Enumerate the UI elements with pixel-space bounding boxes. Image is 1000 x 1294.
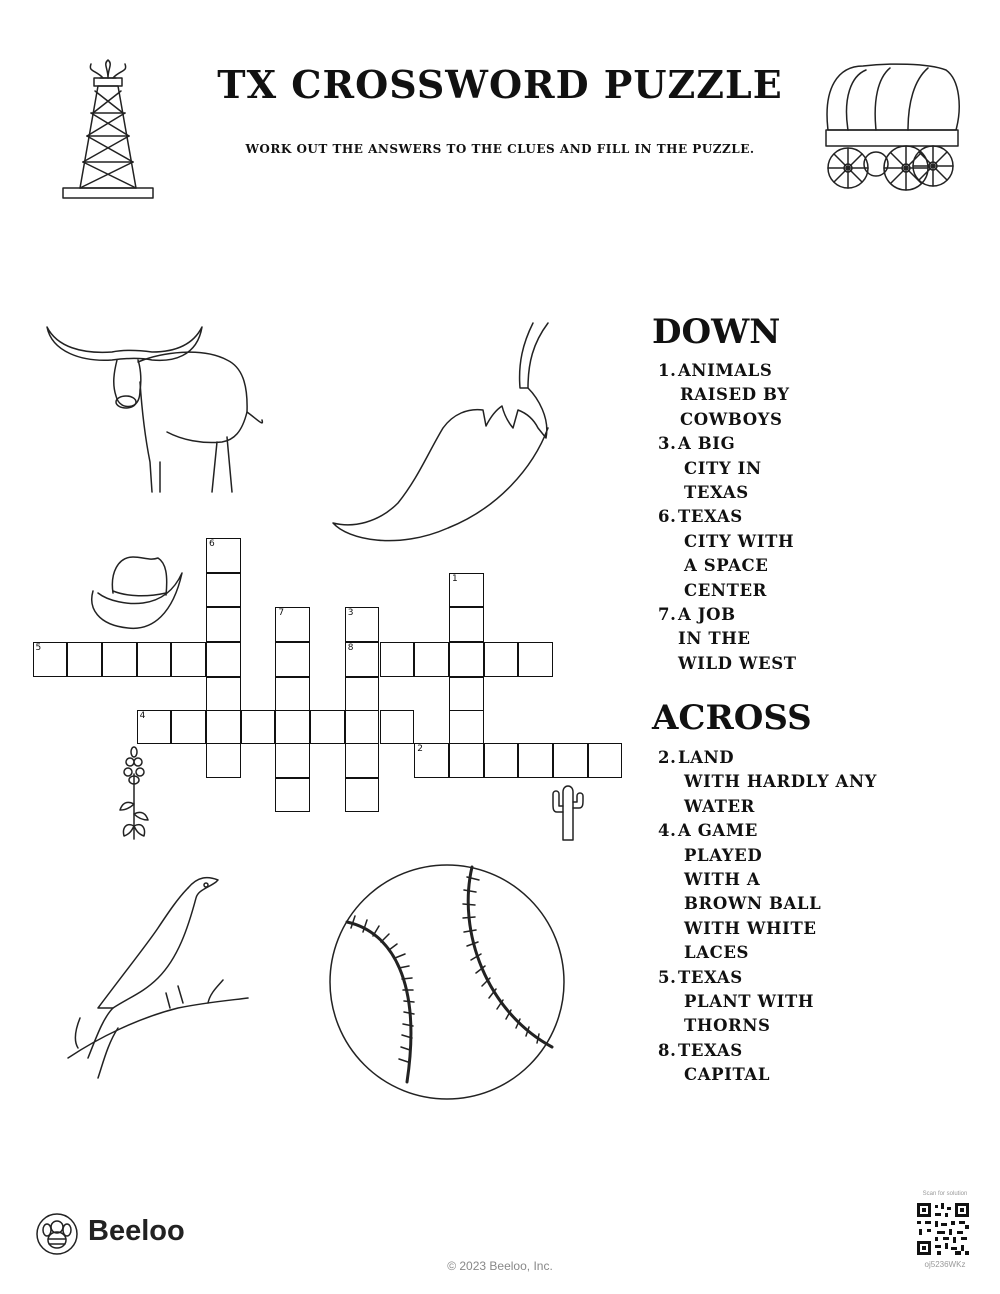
clue-text: THORNS: [684, 1016, 771, 1036]
down-heading: DOWN: [652, 312, 781, 352]
grid-cell[interactable]: [206, 607, 241, 642]
grid-cell[interactable]: [345, 607, 380, 642]
qr-code-id: oj5236WKz: [924, 1260, 966, 1269]
clue-number: 5: [35, 643, 42, 654]
grid-cell[interactable]: [345, 642, 380, 677]
cactus-icon: [550, 782, 588, 842]
grid-cell[interactable]: [206, 573, 241, 608]
copyright: © 2023 Beeloo, Inc.: [447, 1259, 553, 1273]
clue-text: A GAME: [678, 821, 758, 841]
grid-cell[interactable]: [206, 710, 241, 745]
clue-text: WILD WEST: [678, 653, 797, 673]
grid-cell[interactable]: [102, 642, 137, 677]
clue-text: A BIG: [678, 434, 736, 454]
grid-cell[interactable]: [137, 710, 172, 745]
clue-text: A SPACE: [684, 556, 769, 576]
clue-text: COWBOYS: [680, 409, 783, 429]
clue-number: 6: [209, 539, 215, 549]
grid-cell[interactable]: [206, 677, 241, 712]
clue-number: 7: [278, 608, 285, 619]
clue-number: 3.: [658, 434, 677, 454]
instructions: WORK OUT THE ANSWERS TO THE CLUES AND FILL IN THE PUZZLE.: [245, 142, 755, 156]
grid-cell[interactable]: [518, 642, 553, 677]
grid-cell[interactable]: [67, 642, 102, 677]
grid-cell[interactable]: [345, 743, 380, 778]
clue-text: CITY IN: [684, 458, 762, 478]
clue-number: 8.: [658, 1040, 677, 1060]
clue-number: 6.: [658, 507, 677, 527]
clue-item: [658, 819, 978, 965]
cowboy-hat-icon: [88, 553, 184, 633]
grid-cell[interactable]: [414, 743, 449, 778]
across-clues: [658, 746, 978, 1088]
bee-logo-icon: [35, 1212, 79, 1256]
grid-cell[interactable]: [275, 778, 310, 813]
grid-cell[interactable]: [206, 538, 241, 573]
chili-pepper-icon: [328, 318, 550, 550]
clue-number: 1.: [658, 361, 677, 380]
grid-cell[interactable]: [241, 710, 276, 745]
covered-wagon-icon: [818, 58, 964, 198]
page-title: TX CROSSWORD PUZZLE: [217, 62, 783, 107]
grid-cell[interactable]: [275, 743, 310, 778]
longhorn-cow-icon: [42, 322, 267, 497]
grid-cell[interactable]: [275, 642, 310, 677]
clue-text: PLANT WITH: [684, 992, 815, 1012]
clue-number: 2.: [658, 748, 677, 767]
clue-text: TEXAS: [678, 967, 743, 987]
grid-cell[interactable]: [518, 743, 553, 778]
clue-text: ANIMALS: [678, 361, 773, 380]
clue-item: [658, 432, 958, 505]
grid-cell[interactable]: [380, 710, 415, 745]
clue-item: [658, 359, 958, 432]
clue-text: TEXAS: [678, 1040, 743, 1060]
clue-text: A JOB: [678, 605, 736, 625]
clue-text: CENTER: [684, 580, 767, 600]
clue-item: [658, 1039, 978, 1088]
clue-text: PLAYED: [684, 845, 763, 865]
clue-text: TEXAS: [678, 507, 743, 527]
baseball-icon: [327, 862, 567, 1102]
clue-text: WITH WHITE: [684, 918, 817, 938]
clue-number: 7.: [658, 605, 677, 625]
grid-cell[interactable]: [380, 642, 415, 677]
clue-number: 2: [417, 744, 423, 754]
clue-text: RAISED BY: [680, 385, 790, 405]
grid-cell[interactable]: [414, 642, 449, 677]
clue-item: [658, 505, 958, 603]
clue-number: 5.: [658, 967, 677, 987]
grid-cell[interactable]: [449, 607, 484, 642]
brand-name: Beeloo: [88, 1215, 185, 1247]
qr-code-icon[interactable]: [917, 1203, 969, 1255]
clue-text: LAND: [678, 748, 735, 767]
clue-text: BROWN BALL: [684, 894, 822, 914]
oil-derrick-icon: [58, 58, 158, 203]
clue-item: [658, 966, 978, 1039]
clue-text: IN THE: [678, 629, 751, 649]
grid-cell[interactable]: [449, 573, 484, 608]
clue-number: 4: [139, 710, 146, 721]
clue-text: CAPITAL: [684, 1065, 771, 1085]
grid-cell[interactable]: [345, 710, 380, 745]
clue-text: WATER: [684, 796, 755, 816]
clue-number: 4.: [658, 821, 677, 841]
grid-cell[interactable]: [345, 677, 380, 712]
clue-number: 3: [347, 608, 354, 619]
clue-number: 1: [452, 573, 458, 584]
grid-cell[interactable]: [588, 743, 623, 778]
grid-cell[interactable]: [33, 642, 68, 677]
clue-item: [658, 603, 958, 676]
grid-cell[interactable]: [449, 642, 484, 677]
grid-cell[interactable]: [275, 710, 310, 745]
grid-cell[interactable]: [206, 642, 241, 677]
clue-text: LACES: [684, 943, 750, 963]
grid-cell[interactable]: [449, 743, 484, 778]
clue-item: [658, 746, 978, 819]
grid-cell[interactable]: [206, 743, 241, 778]
grid-cell[interactable]: [171, 710, 206, 745]
grid-cell[interactable]: [553, 743, 588, 778]
grid-cell[interactable]: [345, 778, 380, 813]
grid-cell[interactable]: [137, 642, 172, 677]
grid-cell[interactable]: [449, 710, 484, 745]
clue-number: 8: [347, 643, 354, 654]
down-clues: [658, 359, 958, 676]
grid-cell[interactable]: [449, 677, 484, 712]
grid-cell[interactable]: [275, 607, 310, 642]
clue-text: WITH HARDLY ANY: [684, 772, 878, 792]
clue-text: WITH A: [684, 870, 761, 890]
qr-label: Scan for solution: [922, 1191, 968, 1197]
mockingbird-icon: [58, 868, 258, 1090]
grid-cell[interactable]: [310, 710, 345, 745]
grid-cell[interactable]: [171, 642, 206, 677]
bluebonnet-flower-icon: [118, 744, 150, 840]
grid-cell[interactable]: [275, 677, 310, 712]
across-heading: ACROSS: [652, 698, 812, 738]
grid-cell[interactable]: [484, 743, 519, 778]
clue-text: CITY WITH: [684, 531, 795, 551]
clue-text: TEXAS: [684, 483, 749, 503]
grid-cell[interactable]: [484, 642, 519, 677]
